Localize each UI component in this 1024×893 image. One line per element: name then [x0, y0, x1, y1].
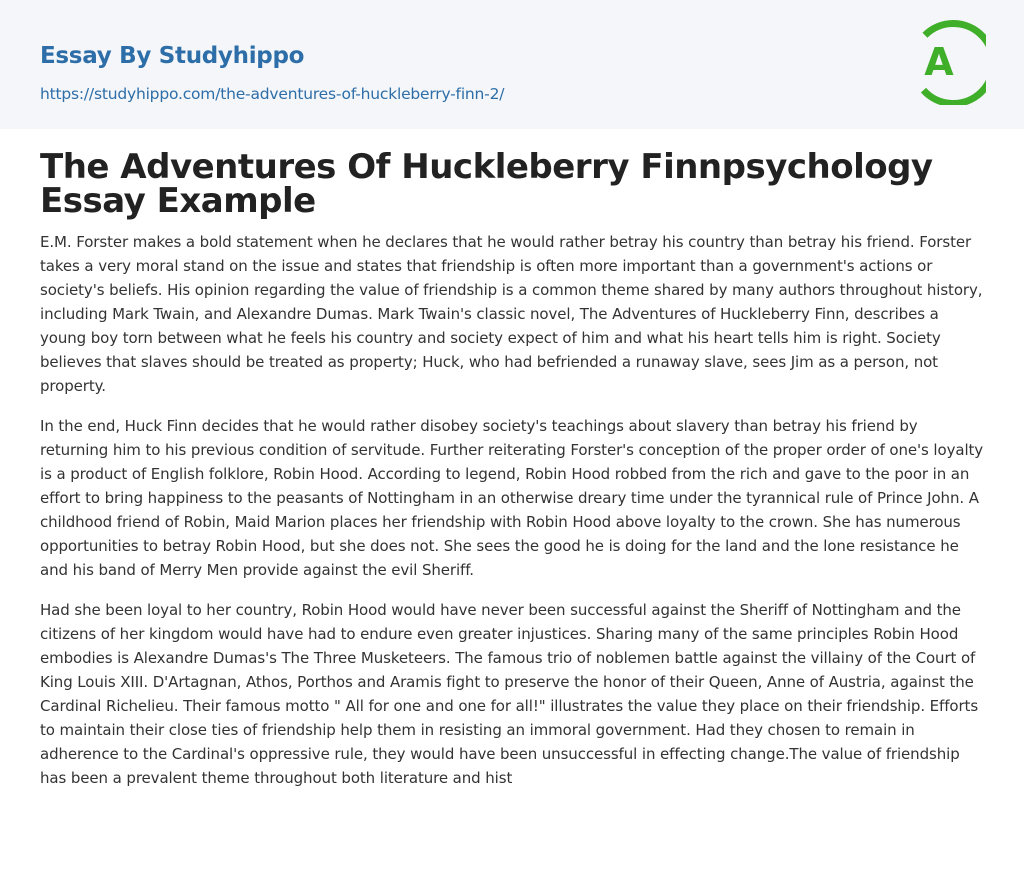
essay-title: The Adventures Of Huckleberry Finnpsychology Essay Example	[40, 147, 933, 221]
essay-paragraph: E.M. Forster makes a bold statement when he declares that he would rather betray his country than betray his friend. Forster takes a very moral stand on the issue and states that friendship is often more important than a government's actions or society's beliefs. His opinion regarding the value of friendship is a common theme shared by many authors throughout history, including Mark Twain, and Alexandre Dumas. Mark Twain's classic novel, The Adventures of Huckleberry Finn, describes a young boy torn between what he feels his country and society expect of him and what his heart tells him is right. Society believes that slaves should be treated as property; Huck, who had befriended a runaway slave, sees Jim as a person, not property.	[40, 233, 983, 395]
essay-paragraph: In the end, Huck Finn decides that he would rather disobey society's teachings about slavery than betray his friend by returning him to his previous condition of servitude. Further reiterating Forster's conception of the proper order of one's loyalty is a product of English folklore, Robin Hood. According to legend, Robin Hood robbed from the rich and gave to the poor in an effort to bring happiness to the peasants of Nottingham in an otherwise dreary time under the tyrannical rule of Prince John. A childhood friend of Robin, Maid Marion places her friendship with Robin Hood above loyalty to the crown. She has numerous opportunities to betray Robin Hood, but she does not. She sees the good he is doing for the land and the lone resistance he and his band of Merry Men provide against the evil Sheriff.	[40, 417, 984, 579]
source-url-link[interactable]: https://studyhippo.com/the-adventures-of-huckleberry-finn-2/	[40, 85, 505, 103]
essay-paragraph: Had she been loyal to her country, Robin Hood would have never been successful against the Sheriff of Nottingham and the citizens of her kingdom would have had to endure even greater injustices. Sharing many of the same principles Robin Hood embodies is Alexandre Dumas's The Three Musketeers. The famous trio of noblemen battle against the villainy of the Court of King Louis XIII. D'Artagnan, Athos, Porthos and Aramis fight to preserve the honor of their Queen, Anne of Austria, against the Cardinal Richelieu. Their famous motto " All for one and one for all!" illustrates the value they place on their friendship. Efforts to maintain their close ties of friendship help them in resisting an immoral government. Had they chosen to remain in adherence to the Cardinal's oppressive rule, they would have been unsuccessful in effecting change.The value of friendship has been a prevalent theme throughout both literature and hist	[40, 601, 979, 787]
logo-letter: A	[924, 40, 954, 84]
site-brand: Essay By Studyhippo	[40, 43, 305, 69]
essay-content	[0, 129, 1024, 790]
studyhippo-logo-icon	[912, 19, 986, 105]
site-header	[0, 0, 1024, 129]
